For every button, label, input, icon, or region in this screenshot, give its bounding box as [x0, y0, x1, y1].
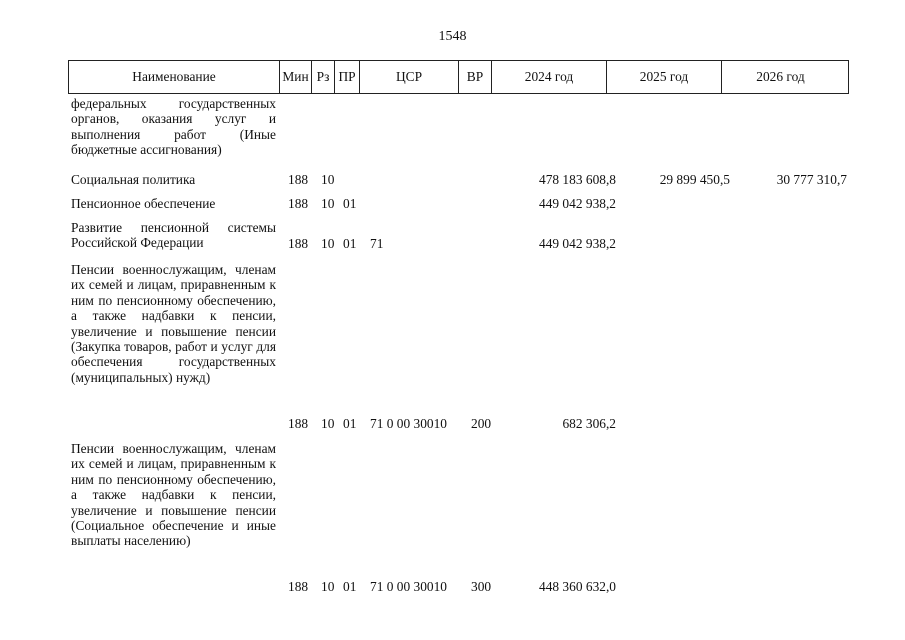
row-pr: 01 — [343, 196, 357, 211]
row-rz: 10 — [321, 236, 335, 251]
row-min: 188 — [288, 172, 309, 187]
table-header — [68, 60, 849, 94]
header-min: Мин — [280, 61, 312, 93]
row-pr: 01 — [343, 579, 357, 594]
row-name: Пенсионное обеспечение — [71, 196, 216, 211]
row-value-2025: 29 899 450,5 — [659, 172, 730, 187]
row-value-2024: 448 360 632,0 — [539, 579, 616, 594]
header-pr: ПР — [335, 61, 360, 93]
row-value-2024: 478 183 608,8 — [539, 172, 616, 187]
row-vr: 200 — [471, 416, 492, 431]
row-pr: 01 — [343, 236, 357, 251]
row-rz: 10 — [321, 579, 335, 594]
row-rz: 10 — [321, 416, 335, 431]
row-name: Пенсии военнослужащим, членам их семей и лицам, приравненным к ним по пенсионному обеспечению, а также надбавки к пенсии, увеличение и повышение пенсии (Социальное обеспечение и иные выплаты населению) — [71, 441, 276, 549]
row-min: 188 — [288, 236, 309, 251]
row-min: 188 — [288, 579, 309, 594]
row-value-2024: 449 042 938,2 — [539, 236, 616, 251]
row-csr: 71 0 00 30010 — [370, 416, 447, 431]
row-csr: 71 0 00 30010 — [370, 579, 447, 594]
header-vr: ВР — [459, 61, 492, 93]
header-csr: ЦСР — [360, 61, 459, 93]
header-name: Наименование — [69, 61, 280, 93]
header-rz: Рз — [312, 61, 335, 93]
header-2025: 2025 год — [607, 61, 722, 93]
row-value-2024: 682 306,2 — [562, 416, 616, 431]
row-name: Пенсии военнослужащим, членам их семей и лицам, приравненным к ним по пенсионному обеспечению, а также надбавки к пенсии, увеличение и повышение пенсии (Закупка товаров, работ и услуг для обеспечения государственных (муниципальных) нужд) — [71, 262, 276, 385]
page-number: 1548 — [438, 29, 467, 44]
header-2024: 2024 год — [492, 61, 607, 93]
row-rz: 10 — [321, 172, 335, 187]
row-pr: 01 — [343, 416, 357, 431]
row-name: Развитие пенсионной системы Российской Федерации — [71, 220, 276, 251]
row-name: Социальная политика — [71, 172, 196, 187]
row-vr: 300 — [471, 579, 492, 594]
header-2026: 2026 год — [756, 69, 805, 84]
row-min: 188 — [288, 416, 309, 431]
row-name: федеральных государственных органов, оказания услуг и выполнения работ (Иные бюджетные ассигнования) — [71, 96, 276, 158]
row-value-2026: 30 777 310,7 — [776, 172, 847, 187]
row-min: 188 — [288, 196, 309, 211]
row-rz: 10 — [321, 196, 335, 211]
row-csr: 71 — [370, 236, 384, 251]
row-value-2024: 449 042 938,2 — [539, 196, 616, 211]
